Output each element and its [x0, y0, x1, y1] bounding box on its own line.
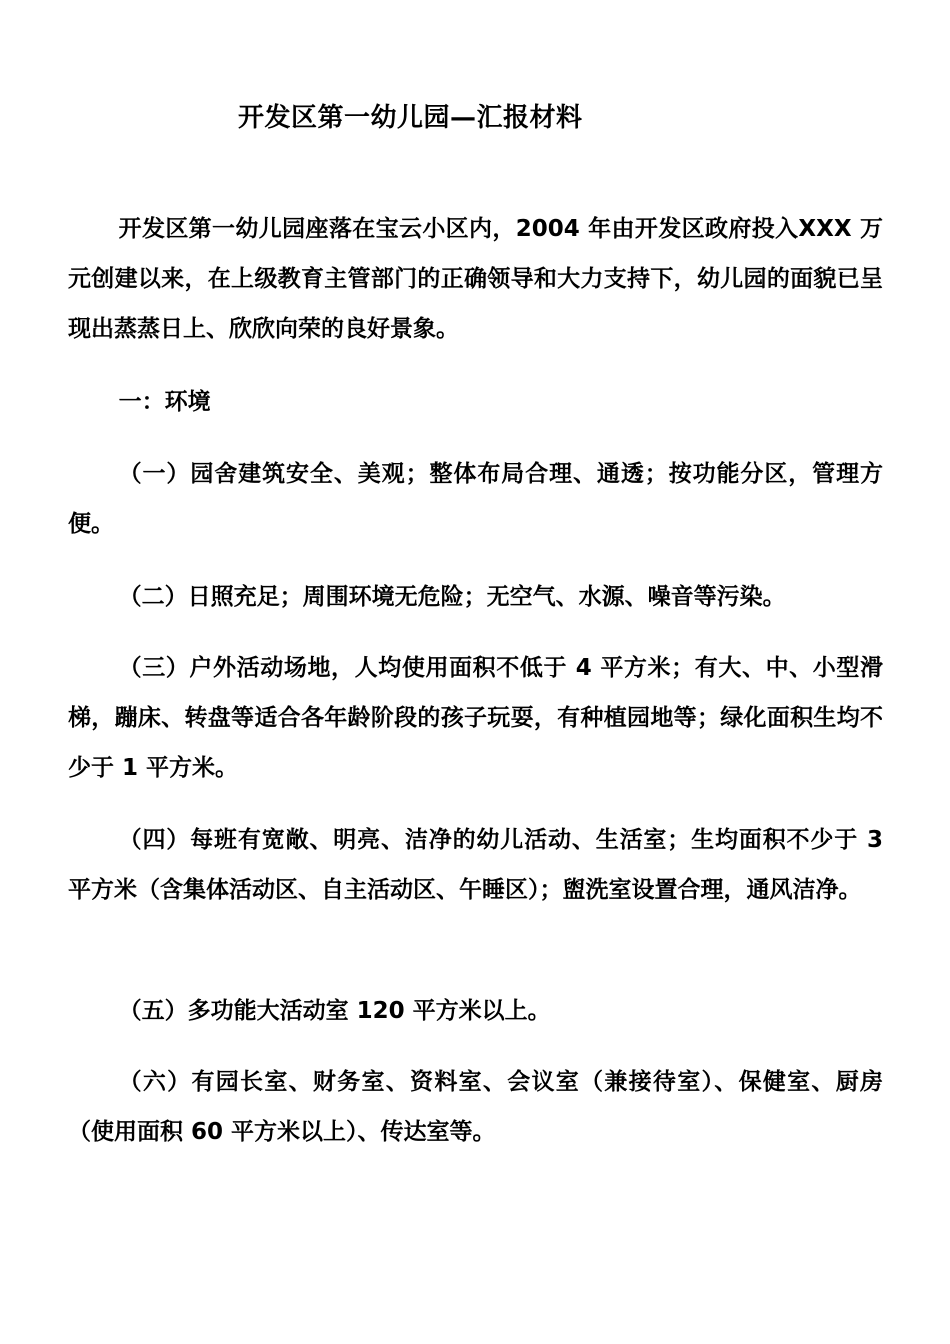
intro-paragraph: 开发区第一幼儿园座落在宝云小区内，2004 年由开发区政府投入XXX 万元创建以来，在上级教育主管部门的正确领导和大力支持下，幼儿园的面貌已呈现出蒸蒸日上、欣欣向荣的良好景象。 [68, 216, 883, 342]
environment-item-2: （二）日照充足；周围环境无危险；无空气、水源、噪音等污染。 [118, 584, 786, 610]
section-heading-environment: 一：环境 [118, 389, 211, 415]
environment-item-4: （四）每班有宽敞、明亮、洁净的幼儿活动、生活室；生均面积不少于 3 平方米（含集体活动区、自主活动区、午睡区）；盥洗室设置合理，通风洁净。 [68, 827, 883, 903]
environment-item-5: （五）多功能大活动室 120 平方米以上。 [118, 998, 551, 1024]
environment-item-1: （一）园舍建筑安全、美观；整体布局合理、通透；按功能分区，管理方便。 [68, 461, 883, 537]
environment-item-6: （六）有园长室、财务室、资料室、会议室（兼接待室）、保健室、厨房（使用面积 60 平方米以上）、传达室等。 [68, 1069, 883, 1145]
environment-item-3: （三）户外活动场地，人均使用面积不低于 4 平方米；有大、中、小型滑梯，蹦床、转盘等适合各年龄阶段的孩子玩耍，有种植园地等；绿化面积生均不少于 1 平方米。 [68, 655, 883, 781]
document-title: 开发区第一幼儿园—汇报材料 [238, 103, 583, 133]
